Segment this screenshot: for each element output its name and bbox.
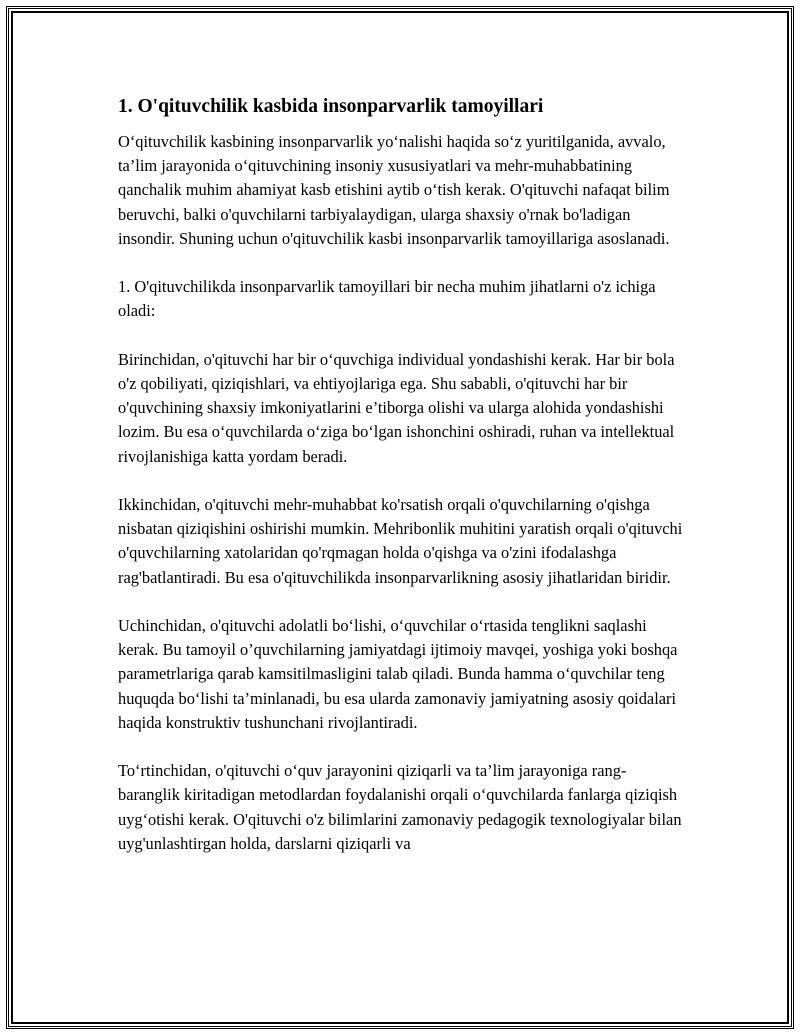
paragraph-third: Uchinchidan, o'qituvchi adolatli bo‘lishi, o‘quvchilar o‘rtasida tenglikni saqlashi kerak. Bu tamoyil o’quvchilarning jamiyatdagi ijtimoiy mavqei, yoshiga yoki boshqa parametrlariga qarab kamsitilmasligini talab qiladi. Bunda hamma o‘quvchilar teng huquqda bo‘lishi ta’minlanadi, bu esa ularda zamonaviy jamiyatning asosiy qoidalari haqida konstruktiv tushunchani rivojlantiradi. [118, 616, 678, 732]
paragraph-principles-list-intro: 1. O'qituvchilikda insonparvarlik tamoyillari bir necha muhim jihatlarni o'z ichiga oladi: [118, 277, 656, 321]
document-body [118, 92, 688, 880]
paragraph-fourth: To‘rtinchidan, o'qituvchi o‘quv jarayonini qiziqarli va ta’lim jarayoniga rang-baranglik kiritadigan metodlardan foydalanishi orqali o‘quvchilarda fanlarga qiziqish uyg‘otishi kerak. O'qituvchi o'z bilimlarini zamonaviy pedagogik texnologiyalar bilan uyg'unlashtirgan holda, darslarni qiziqarli va [118, 761, 682, 853]
paragraph-first: Birinchidan, o'qituvchi har bir o‘quvchiga individual yondashishi kerak. Har bir bola o'z qobiliyati, qiziqishlari, va ehtiyojlariga ega. Shu sababli, o'qituvchi har bir o'quvchining shaxsiy imkoniyatlarini e’tiborga olishi va ularga alohida yondashishi lozim. Bu esa o‘quvchilarda o‘ziga bo‘lgan ishonchini oshiradi, ruhan va intellektual rivojlanishiga katta yordam beradi. [118, 349, 675, 466]
paragraph-intro: O‘qituvchilik kasbining insonparvarlik yo‘nalishi haqida so‘z yuritilganida, avvalo, ta’lim jarayonida o‘qituvchining insoniy xususiyatlari va mehr-muhabbatining qanchalik muhim ahamiyat kasb etishini aytib o‘tish kerak. O'qituvchi nafaqat bilim beruvchi, balki o'quvchilarni tarbiyalaydigan, ularga shaxsiy o'rnak bo'ladigan insondir. Shuning uchun o'qituvchilik kasbi insonparvarlik tamoyillariga asoslanadi. [118, 132, 670, 248]
paragraph-second: Ikkinchidan, o'qituvchi mehr-muhabbat ko'rsatish orqali o'quvchilarning o'qishga nisbatan qiziqishini oshirishi mumkin. Mehribonlik muhitini yaratish orqali o'qituvchi o'quvchilarning xatolaridan qo'rqmagan holda o'qishga va o'zini ifodalashga rag'batlantiradi. Bu esa o'qituvchilikda insonparvarlikning asosiy jihatlaridan biridir. [118, 495, 683, 587]
section-heading: 1. O'qituvchilik kasbida insonparvarlik tamoyillari [118, 96, 544, 117]
